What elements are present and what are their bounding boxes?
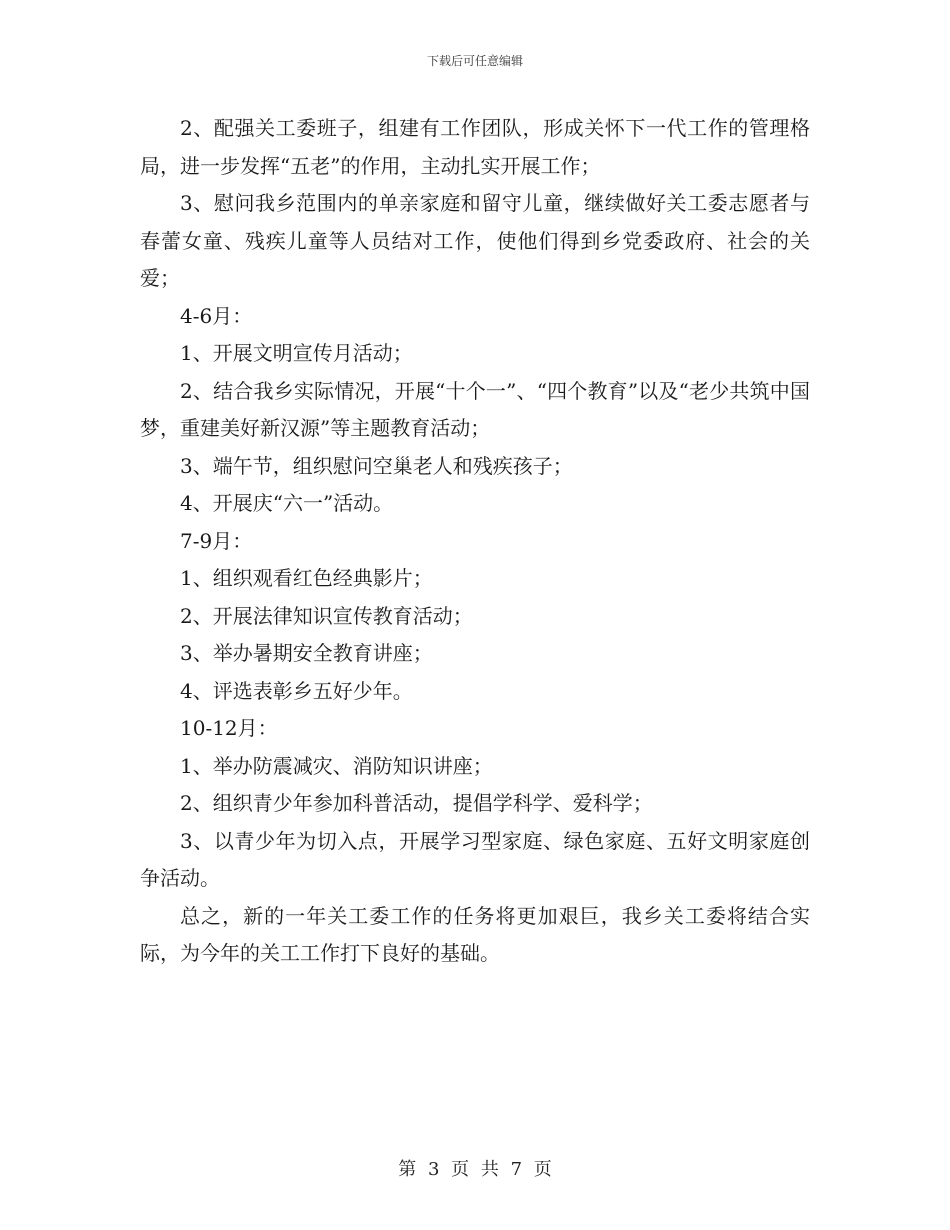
- document-body: [140, 110, 810, 973]
- paragraph: 总之，新的一年关工委工作的任务将更加艰巨，我乡关工委将结合实际，为今年的关工工作打下良好的基础。: [140, 903, 810, 965]
- paragraph: 3、慰问我乡范围内的单亲家庭和留守儿童，继续做好关工委志愿者与春蕾女童、残疾儿童等人员结对工作，使他们得到乡党委政府、社会的关爱；: [140, 191, 810, 290]
- section-heading: 10-12月：: [180, 716, 278, 740]
- paragraph: 2、组织青少年参加科普活动，提倡学科学、爱科学；: [180, 791, 653, 815]
- paragraph: 4、开展庆“六一”活动。: [180, 491, 394, 515]
- paragraph: 3、举办暑期安全教育讲座；: [180, 641, 433, 665]
- page-header-note: 下载后可任意编辑: [426, 54, 523, 68]
- paragraph: 4、评选表彰乡五好少年。: [180, 678, 413, 703]
- paragraph: 3、以青少年为切入点，开展学习型家庭、绿色家庭、五好文明家庭创争活动。: [140, 828, 810, 890]
- paragraph: 1、组织观看红色经典影片；: [180, 566, 433, 590]
- paragraph: 2、结合我乡实际情况，开展“十个一”、“四个教育”以及“老少共筑中国梦，重建美好新汉源”等主题教育活动；: [140, 378, 810, 440]
- section-heading: 4-6月：: [180, 303, 253, 328]
- paragraph: 1、举办防震减灾、消防知识讲座；: [180, 753, 493, 778]
- page-number: 第 3 页 共 7 页: [398, 1159, 552, 1180]
- paragraph: 2、配强关工委班子，组建有工作团队，形成关怀下一代工作的管理格局，进一步发挥“五老”的作用，主动扎实开展工作；: [140, 116, 810, 178]
- paragraph: 2、开展法律知识宣传教育活动；: [180, 603, 473, 628]
- paragraph: 3、端午节，组织慰问空巢老人和残疾孩子；: [180, 453, 573, 478]
- section-heading: 7-9月：: [180, 528, 253, 553]
- paragraph: 1、开展文明宣传月活动；: [180, 341, 413, 365]
